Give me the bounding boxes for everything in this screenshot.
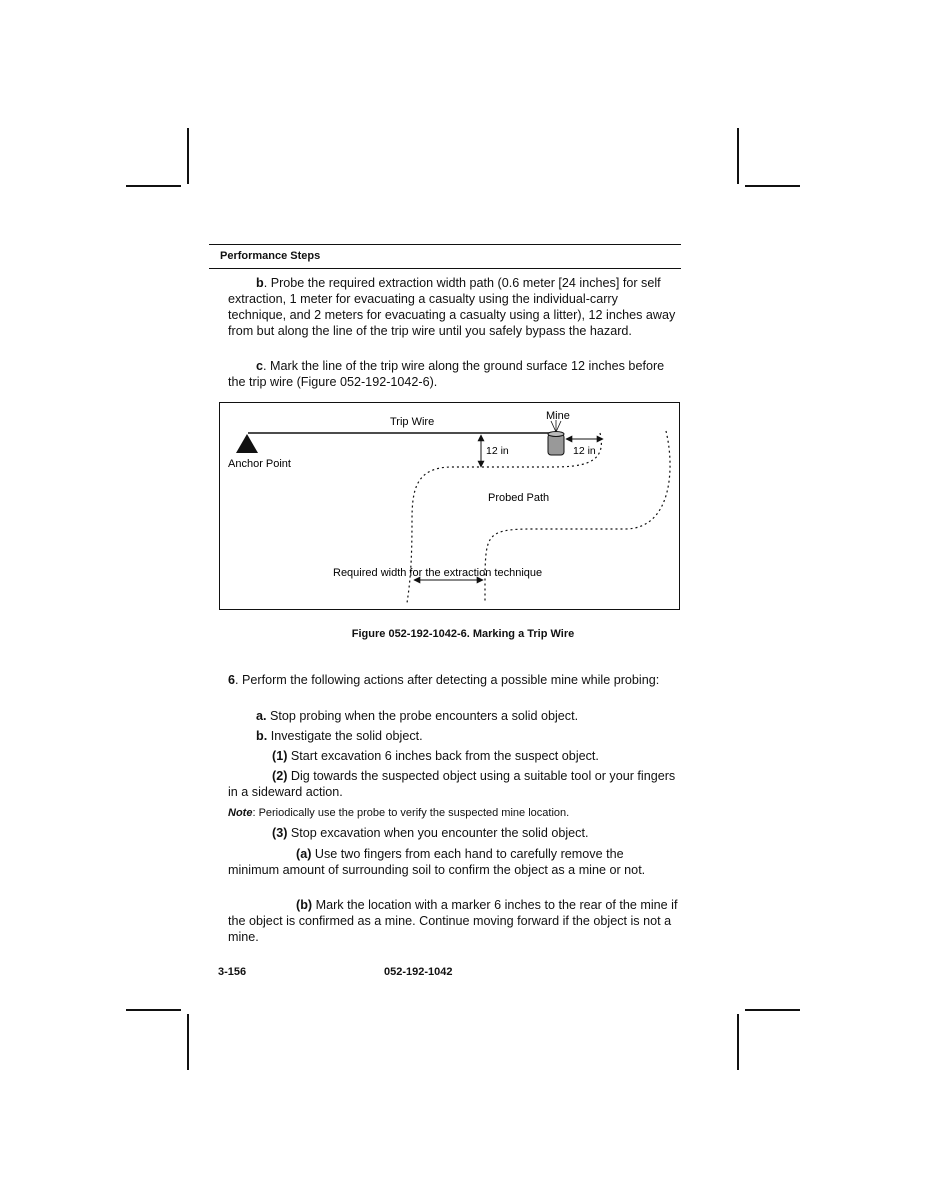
crop-mark [187, 128, 189, 184]
crop-mark [745, 185, 800, 187]
horizontal-distance-label: 12 in [573, 445, 596, 457]
crop-mark [126, 185, 181, 187]
trip-wire-figure [219, 402, 680, 610]
step-6b3-text: Stop excavation when you encounter the solid object. [287, 826, 589, 840]
step-6b2-label: (2) [272, 769, 288, 783]
step-b-paragraph [228, 275, 678, 339]
step-6a-text: Stop probing when the probe encounters a solid object. [266, 709, 579, 723]
step-6b-label: b. [256, 729, 268, 743]
step-6b3-label: (3) [272, 826, 288, 840]
step-6-number: 6 [228, 673, 236, 687]
step-6b3b-paragraph [228, 897, 678, 945]
anchor-point-triangle [236, 434, 258, 453]
step-6a-label: a. [256, 709, 267, 723]
step-6b3b-label: (b) [296, 898, 313, 912]
section-bottom-rule [209, 268, 681, 269]
step-6-text: . Perform the following actions after detecting a possible mine while probing: [235, 673, 660, 687]
step-6b2-text: Dig towards the suspected object using a suitable tool or your fingers in a sideward action. [228, 769, 676, 799]
mine-label: Mine [546, 410, 570, 422]
page-number: 3-156 [218, 966, 247, 978]
step-6b2-paragraph [228, 768, 678, 800]
crop-mark [745, 1009, 800, 1011]
step-6b-paragraph [228, 728, 678, 744]
note-text: : Periodically use the probe to verify the suspected mine location. [252, 807, 570, 819]
note-paragraph [228, 805, 678, 821]
note-label: Note [228, 807, 253, 819]
step-b-label: b [256, 276, 264, 290]
section-title: Performance Steps [220, 250, 321, 262]
vertical-distance-label: 12 in [486, 445, 509, 457]
step-6b3a-label: (a) [296, 847, 312, 861]
mine-icon [548, 420, 564, 455]
step-6b-text: Investigate the solid object. [267, 729, 423, 743]
step-6-paragraph [228, 672, 678, 688]
step-6b1-text: Start excavation 6 inches back from the suspect object. [287, 749, 599, 763]
step-6b3b-text: Mark the location with a marker 6 inches to the rear of the mine if the object is confirmed as a mine. Continue moving forward if the object is not a mine. [228, 898, 678, 944]
step-b-text: . Probe the required extraction width path (0.6 meter [24 inches] for self extraction, 1 meter for evacuating a casualty using the individual-carry technique, and 2 meters for evacuating a casualty using a litter), 12 inches away from but along the line of the trip wire until you safely bypass the hazard. [228, 276, 676, 338]
crop-mark [737, 128, 739, 184]
step-c-paragraph [228, 358, 678, 390]
step-c-label: c [256, 359, 264, 373]
step-6b3a-paragraph [228, 846, 678, 878]
step-6b3a-text: Use two fingers from each hand to carefully remove the minimum amount of surrounding soil to confirm the object as a mine or not. [228, 847, 646, 877]
crop-mark [187, 1014, 189, 1070]
required-width-label: Required width for the extraction technique [333, 567, 543, 579]
trip-wire-label: Trip Wire [390, 416, 435, 428]
step-6b1-paragraph [228, 748, 678, 764]
figure-caption: Figure 052-192-1042-6. Marking a Trip Wire [351, 628, 575, 640]
crop-mark [737, 1014, 739, 1070]
step-c-text: . Mark the line of the trip wire along the ground surface 12 inches before the trip wire (Figure 052-192-1042-6). [228, 359, 665, 389]
trip-wire-diagram [220, 403, 681, 611]
step-6b3-paragraph [228, 825, 678, 841]
section-top-rule [209, 244, 681, 245]
crop-mark [126, 1009, 181, 1011]
step-6b1-label: (1) [272, 749, 288, 763]
step-6a-paragraph [228, 708, 678, 724]
anchor-point-label: Anchor Point [228, 458, 291, 470]
probed-path-label: Probed Path [488, 492, 550, 504]
task-number: 052-192-1042 [384, 966, 453, 978]
